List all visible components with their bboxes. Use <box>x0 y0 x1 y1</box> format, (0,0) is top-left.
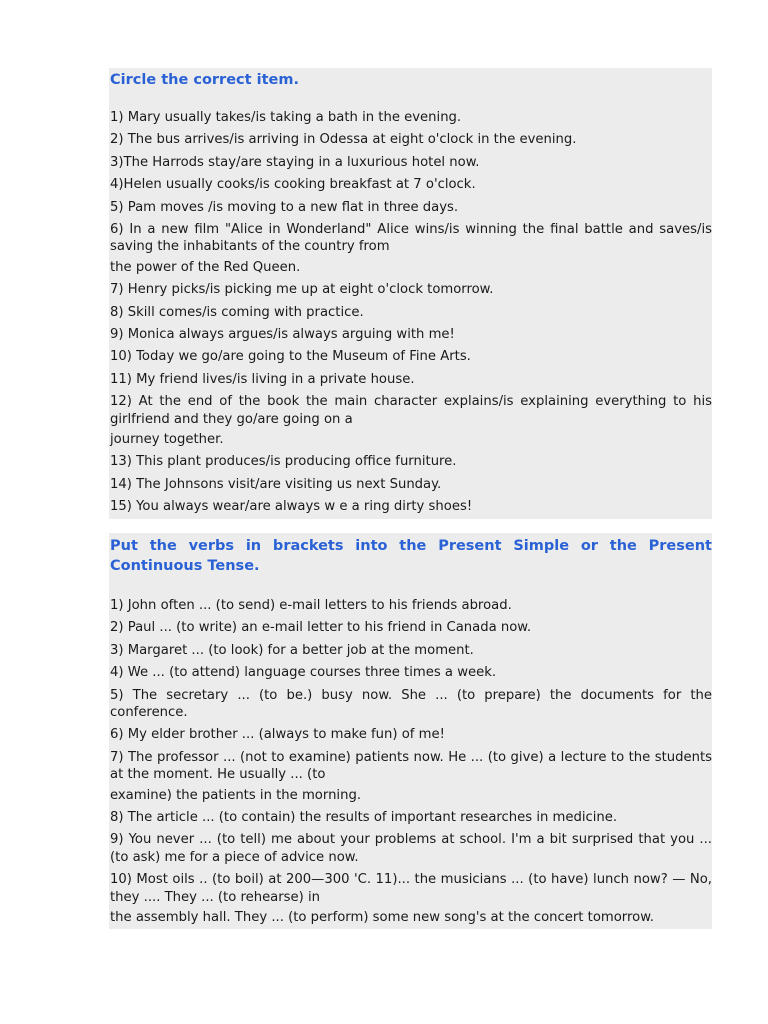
list-item: 5) The secretary ... (to be.) busy now. She ... (to prepare) the documents for the conference. <box>110 687 712 721</box>
exercise-circle-correct-item <box>109 68 712 519</box>
list-item: 15) You always wear/are always w e a ring dirty shoes! <box>110 499 473 515</box>
exercise-1-list <box>109 109 712 516</box>
list-item: 8) Skill comes/is coming with practice. <box>110 304 364 320</box>
list-item: 4) We ... (to attend) language courses three times a week. <box>110 665 497 681</box>
list-item: 7) The professor ... (not to examine) patients now. He ... (to give) a lecture to the students at the moment. He usually ... (to examine) the patients in the morning. <box>110 749 712 803</box>
list-item: 6) In a new film "Alice in Wonderland" Alice wins/is winning the final battle and saves/is saving the inhabitants of the country from the power of the Red Queen. <box>110 221 712 275</box>
list-item: 2) The bus arrives/is arriving in Odessa at eight o'clock in the evening. <box>110 132 577 148</box>
list-item: 3)The Harrods stay/are staying in a luxurious hotel now. <box>110 154 480 170</box>
list-item: 5) Pam moves /is moving to a new flat in three days. <box>110 199 459 215</box>
list-item: 1) John often ... (to send) e-mail letters to his friends abroad. <box>110 598 512 613</box>
exercise-present-tenses <box>109 533 712 929</box>
list-item: 12) At the end of the book the main character explains/is explaining everything to his girlfriend and they go/are going on a journey together. <box>110 394 712 447</box>
list-item: 11) My friend lives/is living in a private house. <box>110 371 415 387</box>
list-item: 10) Most oils .. (to boil) at 200—300 'C. 11)... the musicians ... (to have) lunch now? — No, they .... They ... (to rehearse) in the assembly hall. They ... (to perform) some new song's at the concert tomorrow. <box>110 872 712 926</box>
list-item: 1) Mary usually takes/is taking a bath in the evening. <box>110 110 462 125</box>
exercise-2-list <box>109 597 712 927</box>
list-item: 4)Helen usually cooks/is cooking breakfast at 7 o'clock. <box>110 177 476 193</box>
list-item: 9) You never ... (to tell) me about your problems at school. I'm a bit surprised that you ... (to ask) me for a piece of advice now. <box>110 832 712 865</box>
list-item: 7) Henry picks/is picking me up at eight o'clock tomorrow. <box>110 282 494 298</box>
exercise-2-heading: Put the verbs in brackets into the Present Simple or the Present Continuous Tense. <box>110 538 712 574</box>
exercise-1-heading: Circle the correct item. <box>110 72 299 88</box>
list-item: 10) Today we go/are going to the Museum of Fine Arts. <box>110 349 471 365</box>
list-item: 8) The article ... (to contain) the results of important researches in medicine. <box>110 810 618 826</box>
list-item: 13) This plant produces/is producing office furniture. <box>110 454 457 470</box>
list-item: 2) Paul ... (to write) an e-mail letter to his friend in Canada now. <box>110 620 532 636</box>
list-item: 9) Monica always argues/is always arguing with me! <box>110 326 455 342</box>
list-item: 14) The Johnsons visit/are visiting us next Sunday. <box>110 476 442 492</box>
list-item: 6) My elder brother ... (always to make fun) of me! <box>110 727 445 743</box>
list-item: 3) Margaret ... (to look) for a better job at the moment. <box>110 642 474 658</box>
